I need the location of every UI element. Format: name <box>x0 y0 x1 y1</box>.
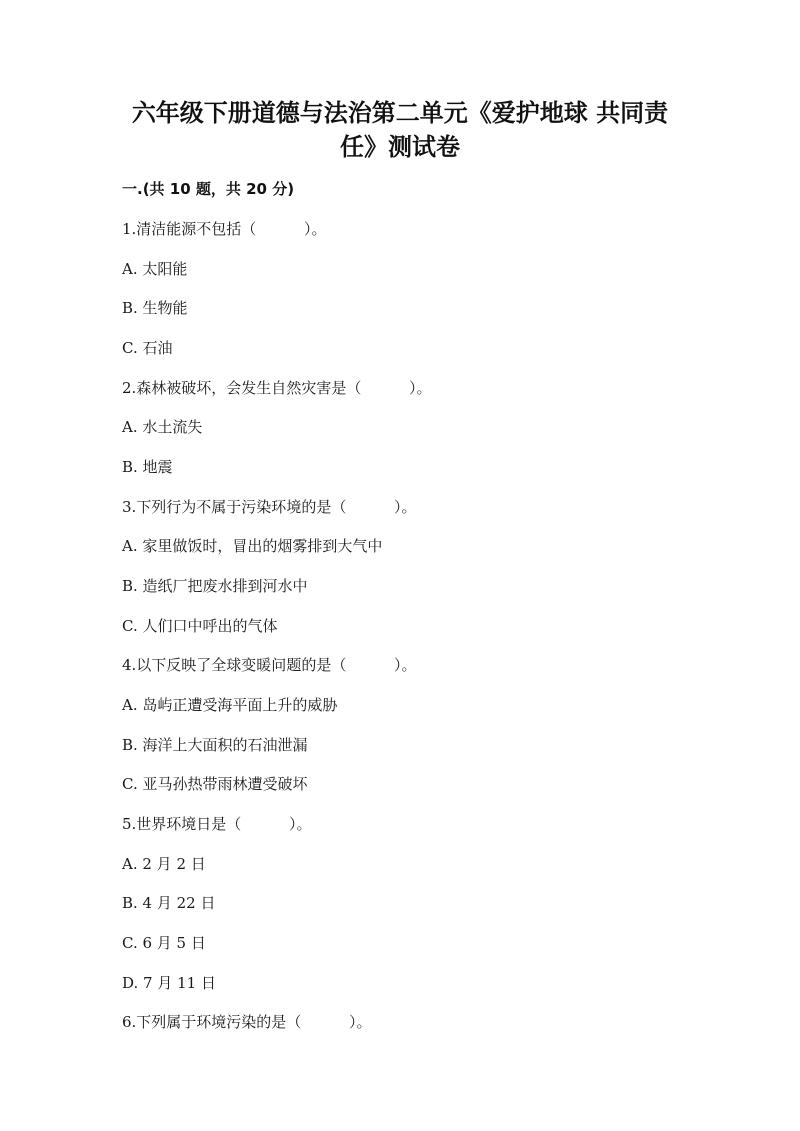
question-4-option-c: C. 亚马孙热带雨林遭受破坏 <box>122 775 308 793</box>
question-1-option-a: A. 太阳能 <box>122 260 188 278</box>
question-1-option-c: C. 石油 <box>122 339 173 357</box>
question-4-option-a: A. 岛屿正遭受海平面上升的威胁 <box>122 696 338 714</box>
question-3-option-a: A. 家里做饭时，冒出的烟雾排到大气中 <box>122 537 383 555</box>
question-5-stem: 5.世界环境日是（ ）。 <box>122 815 312 833</box>
question-4-stem: 4.以下反映了全球变暖问题的是（ ）。 <box>122 656 417 674</box>
question-5-option-a: A. 2 月 2 日 <box>122 855 206 873</box>
question-1-stem: 1.清洁能源不包括（ ）。 <box>122 220 327 238</box>
question-2-option-a: A. 水土流失 <box>122 418 203 436</box>
question-3-option-c: C. 人们口中呼出的气体 <box>122 617 278 635</box>
document-title-line-2: 任》测试卷 <box>340 133 460 161</box>
question-5-option-b: B. 4 月 22 日 <box>122 894 216 912</box>
section-heading: 一.(共 10 题，共 20 分) <box>122 180 295 198</box>
question-2-stem: 2.森林被破坏，会发生自然灾害是（ ）。 <box>122 379 432 397</box>
document-title-line-1: 六年级下册道德与法治第二单元《爱护地球 共同责 <box>131 99 669 127</box>
question-6-stem: 6.下列属于环境污染的是（ ）。 <box>122 1013 372 1031</box>
question-1-option-b: B. 生物能 <box>122 299 188 317</box>
question-2-option-b: B. 地震 <box>122 458 173 476</box>
question-3-option-b: B. 造纸厂把废水排到河水中 <box>122 577 308 595</box>
question-5-option-c: C. 6 月 5 日 <box>122 934 206 952</box>
question-4-option-b: B. 海洋上大面积的石油泄漏 <box>122 736 308 754</box>
question-3-stem: 3.下列行为不属于污染环境的是（ ）。 <box>122 498 417 516</box>
question-5-option-d: D. 7 月 11 日 <box>122 974 216 992</box>
